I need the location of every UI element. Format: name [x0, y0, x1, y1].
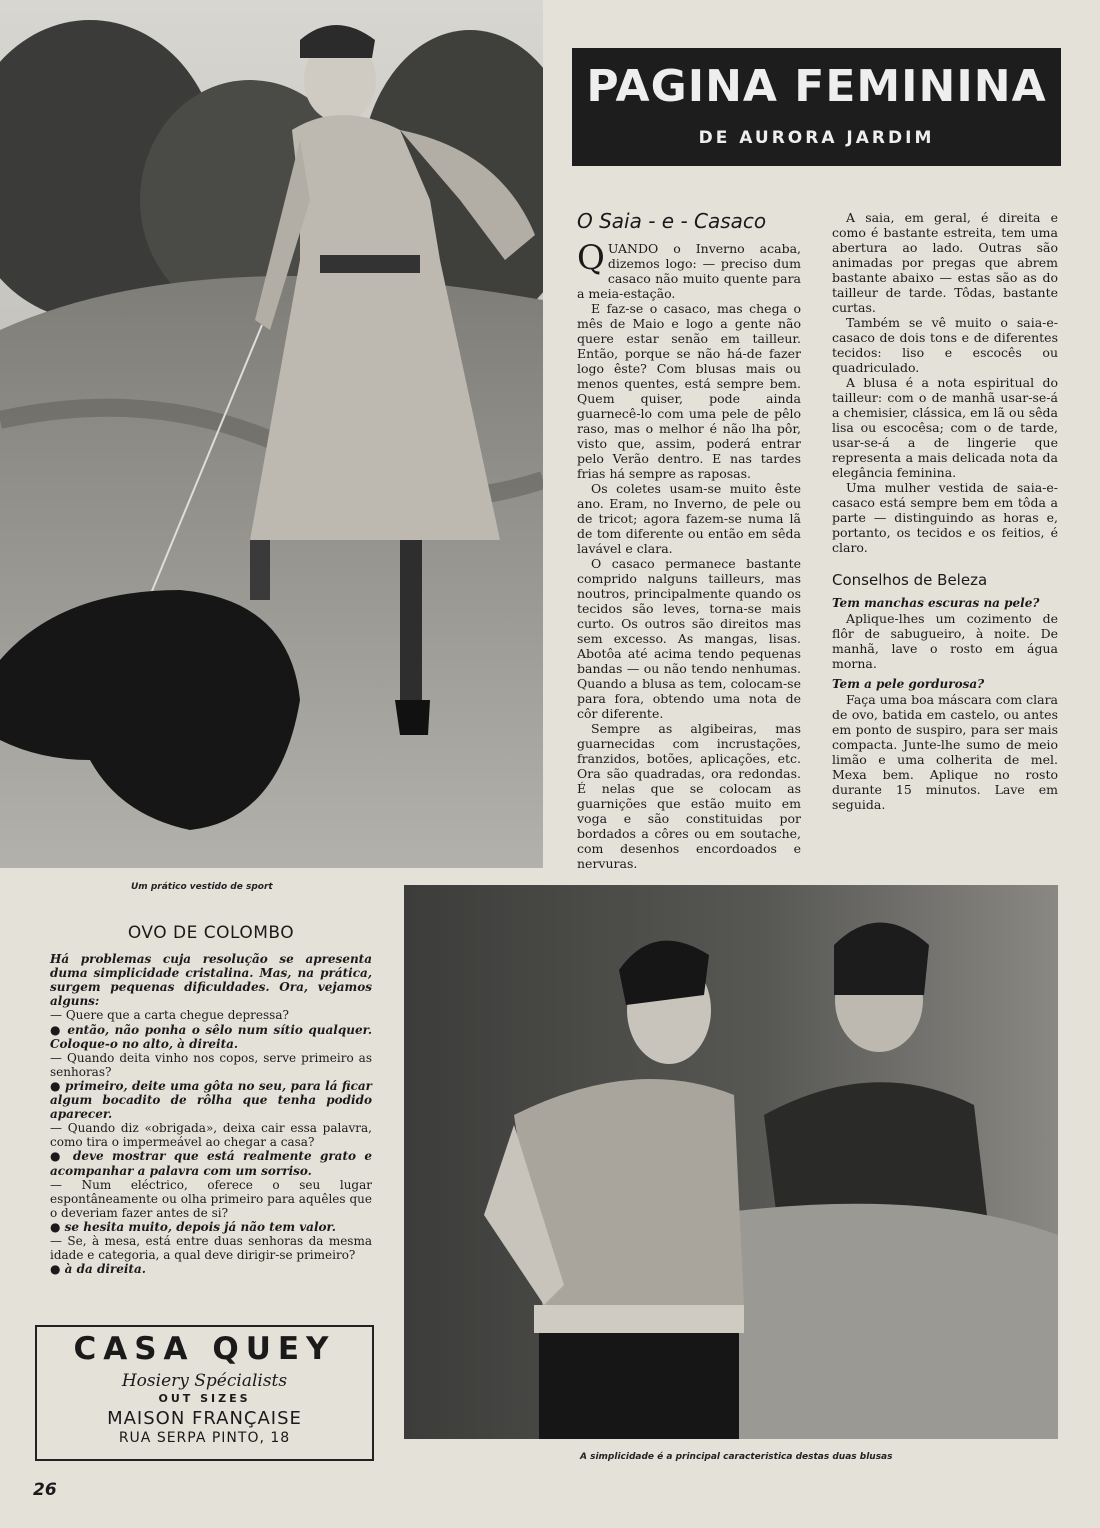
article-paragraph: Também se vê muito o saia-e-casaco de dois tons e de diferentes tecidos: liso e escocês ou quadriculado.: [832, 315, 1058, 375]
article-paragraph: Os coletes usam-se muito êste ano. Eram, no Inverno, de pele ou de tricot; agora fazem-se numa lã de tom diferente ou então em sêda lavável e clara.: [577, 481, 801, 556]
casa-quey-advertisement: [35, 1325, 374, 1461]
page-title-box: [572, 48, 1061, 166]
article-heading: O Saia - e - Casaco: [577, 209, 767, 233]
beleza-heading: Conselhos de Beleza: [832, 571, 988, 589]
ovo-answer: ● se hesita muito, depois já não tem valor.: [50, 1219, 336, 1234]
ovo-question: — Quere que a carta chegue depressa?: [50, 1008, 289, 1023]
ovo-answer: ● então, não ponha o sêlo num sítio qualquer. Coloque-o no alto, à direita.: [50, 1022, 372, 1051]
ovo-question: — Quando diz «obrigada», deixa cair essa palavra, como tira o impermeável ao chegar a casa?: [50, 1121, 372, 1150]
ovo-question: — Quando deita vinho nos copos, serve primeiro as senhoras?: [50, 1050, 372, 1079]
article-paragraph: UANDO o Inverno acaba, dizemos logo: — preciso dum casaco não muito quente para a meia-estação.: [577, 241, 801, 301]
article-paragraph: A saia, em geral, é direita e como é bastante estreita, tem uma abertura ao lado. Outras são animadas por pregas que abrem bastante abaixo — estas são as do tailleur de tarde. Tôdas, bastante curtas.: [832, 210, 1058, 315]
article-paragraph: A blusa é a nota espiritual do tailleur: com o de manhã usar-se-á a chemisier, clássica, em lã ou sêda lisa ou escocêsa; com o de tarde, usar-se-á a de lingerie que representa a mais delicada nota da elegância feminina.: [832, 375, 1058, 480]
page-title: PAGINA FEMININA: [586, 61, 1047, 112]
ovo-de-colombo-box: [50, 923, 372, 1277]
beleza-answer: Faça uma boa máscara com clara de ovo, batida em castelo, ou antes em ponto de suspiro, para ser mais compacta. Junte-lhe sumo de meio limão e uma colherita de mel. Mexa bem. Aplique no rosto durante 15 minutos. Lave em seguida.: [832, 692, 1058, 812]
ad-maison: MAISON FRANÇAISE: [107, 1408, 302, 1429]
bottom-photo-caption: A simplicidade é a principal caracteristica destas duas blusas: [580, 1452, 893, 1462]
ovo-heading: OVO DE COLOMBO: [127, 923, 295, 943]
ad-name: CASA QUEY: [73, 1331, 336, 1367]
ovo-intro: Há problemas cuja resolução se apresenta duma simplicidade cristalina. Mas, na prática, surgem pequenas dificuldades. Ora, vejamos alguns:: [50, 952, 372, 1009]
ovo-question: — Num eléctrico, oferece o seu lugar espontâneamente ou olha primeiro para aquêles que o deveriam fazer antes de si?: [50, 1177, 372, 1220]
ovo-answer: ● à da direita.: [50, 1262, 146, 1277]
byline: DE AURORA JARDIM: [698, 128, 935, 148]
article-column-2: [832, 210, 1058, 812]
beleza-answer: Aplique-lhes um cozimento de flôr de sabugueiro, à noite. De manhã, lave o rosto em água morna.: [832, 611, 1058, 671]
beleza-question: Tem manchas escuras na pele?: [832, 596, 1040, 610]
ovo-question: — Se, à mesa, está entre duas senhoras da mesma idade e categoria, a qual deve dirigir-se primeiro?: [50, 1233, 372, 1263]
article-paragraph: Sempre as algibeiras, mas guarnecidas com incrustações, franzidos, botões, aplicações, etc. Ora são quadradas, ora redondas. É nelas que se colocam as guarnições que estão muito em voga e são constituidas por bordados a côres ou em soutache, com desenhos encordoados e nervuras.: [577, 721, 801, 871]
page-number: 26: [33, 1480, 57, 1500]
article-paragraph: E faz-se o casaco, mas chega o mês de Maio e logo a gente não quere estar senão em tailleur. Então, porque se não há-de fazer logo êste? Com blusas mais ou menos quentes, está sempre bem. Quem quiser, pode ainda guarnecê-lo com uma pele de pêlo raso, mas o melhor é não lha pôr, visto que, assim, poderá entrar pelo Verão dentro. E nas tardes frias há sempre as raposas.: [577, 301, 801, 481]
ovo-answer: ● primeiro, deite uma gôta no seu, para lá ficar algum bocadito de rôlha que tenha podido aparecer.: [50, 1078, 372, 1122]
top-photo-caption: Um prático vestido de sport: [131, 882, 273, 892]
article-paragraph: O casaco permanece bastante comprido nalguns tailleurs, mas noutros, principalmente quando os tecidos são leves, torna-se mais curto. Os outros são direitos mas sem excesso. As mangas, lisas. Abotôa até acima tendo pequenas bandas — ou não tendo nenhumas. Quando a blusa as tem, colocam-se para fora, obtendo uma nota de côr diferente.: [577, 556, 801, 721]
photo-woman-with-dog: [0, 0, 543, 868]
article-column-1: [577, 209, 801, 871]
beleza-question: Tem a pele gordurosa?: [832, 677, 985, 691]
ad-tagline: Hosiery Spécialists: [121, 1371, 288, 1391]
ad-sizes: OUT SIZES: [158, 1392, 251, 1405]
photo-two-women-blouses: [404, 885, 1058, 1439]
article-paragraph: Uma mulher vestida de saia-e-casaco está sempre bem em tôda a parte — distinguindo as horas e, portanto, os tecidos e os feitios, é claro.: [832, 480, 1058, 555]
ad-address: RUA SERPA PINTO, 18: [118, 1430, 291, 1446]
dropcap: Q: [577, 238, 605, 278]
ovo-answer: ● deve mostrar que está realmente grato e acompanhar a palavra com um sorriso.: [50, 1149, 372, 1178]
